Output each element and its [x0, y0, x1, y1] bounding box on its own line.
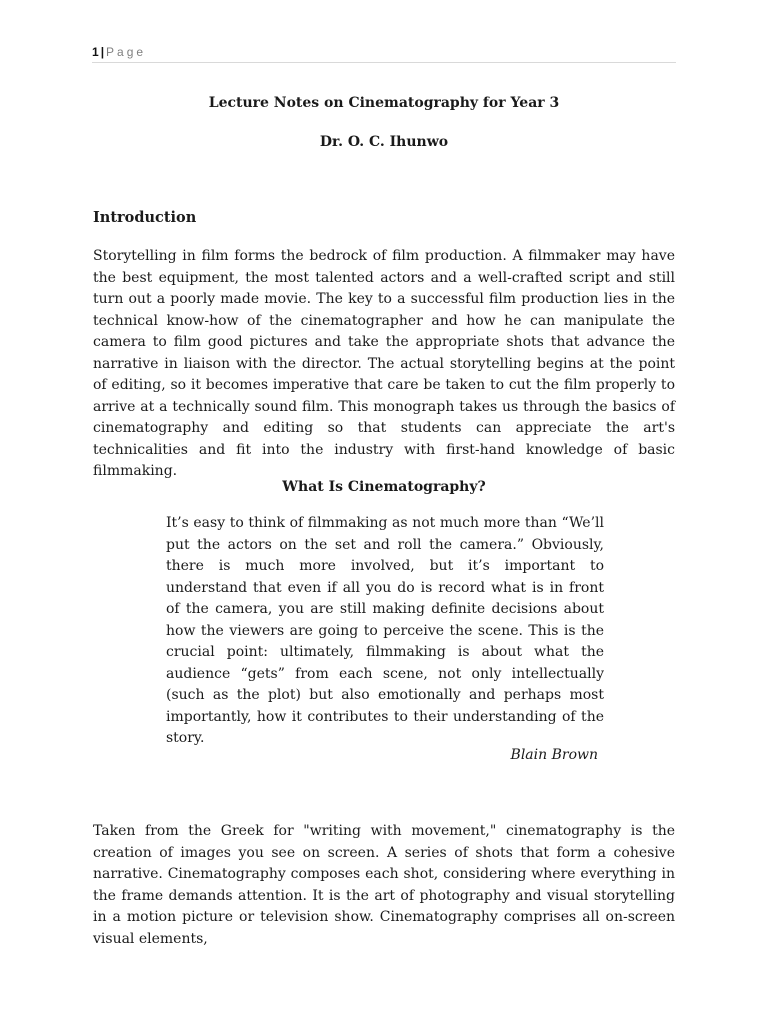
- quote-attribution: Blain Brown: [510, 747, 598, 763]
- page-number: 1: [92, 45, 99, 59]
- cinematography-paragraph: Taken from the Greek for "writing with movement," cinematography is the creation of images you see on screen. A series of shots that form a cohesive narrative. Cinematography composes each shot, considering where everything in the frame demands attention. It is the art of photography and visual storytelling in a motion picture or television show. Cinematography comprises all on-screen visual elements,: [93, 823, 675, 947]
- block-quote: It’s easy to think of filmmaking as not much more than “We’ll put the actors on the set and roll the camera.” Obviously, there is much more involved, but it’s important to understand that even if all you do is record what is in front of the camera, you are still making definite decisions about how the viewers are going to perceive the scene. This is the crucial point: ultimately, filmmaking is about what the audience “gets” from each scene, not only intellectually (such as the plot) but also emotionally and perhaps most importantly, how it contributes to their understanding of the story.: [166, 515, 604, 746]
- document-title: Lecture Notes on Cinematography for Year 3: [208, 95, 560, 111]
- page-label: Page: [106, 45, 147, 59]
- page-header: [92, 44, 676, 63]
- introduction-heading: Introduction: [93, 209, 197, 226]
- section-heading-what-is-cinematography: What Is Cinematography?: [282, 479, 486, 495]
- page-separator: |: [100, 45, 105, 59]
- introduction-paragraph: Storytelling in film forms the bedrock of film production. A filmmaker may have the best equipment, the most talented actors and a well-crafted script and still turn out a poorly made movie. The key to a successful film production lies in the technical know-how of the cinematographer and how he can manipulate the camera to film good pictures and take the appropriate shots that advance the narrative in liaison with the director. The actual storytelling begins at the point of editing, so it becomes imperative that care be taken to cut the film properly to arrive at a technically sound film. This monograph takes us through the basics of cinematography and editing so that students can appreciate the art's technicalities and fit into the industry with first-hand knowledge of basic filmmaking.: [93, 248, 675, 479]
- document-author: Dr. O. C. Ihunwo: [319, 134, 449, 150]
